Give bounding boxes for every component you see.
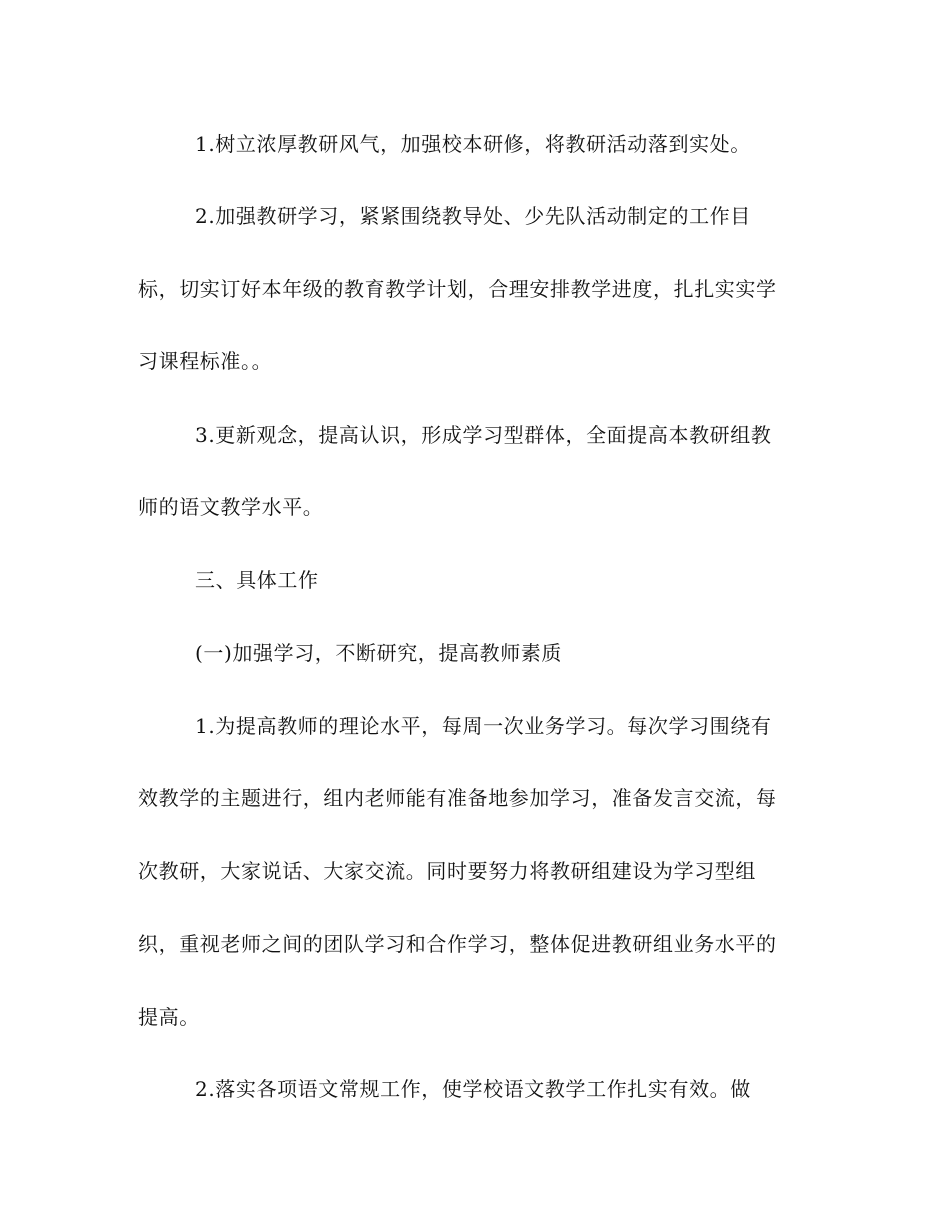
paragraph-line: 3.更新观念，提高认识，形成学习型群体，全面提高本教研组教 [195, 423, 772, 447]
paragraph-line: 次教研，大家说话、大家交流。同时要努力将教研组建设为学习型组 [138, 859, 756, 883]
paragraph-line: 织，重视老师之间的团队学习和合作学习，整体促进教研组业务水平的 [138, 932, 777, 956]
paragraph-line: 2.落实各项语文常规工作，使学校语文教学工作扎实有效。做 [195, 1077, 751, 1101]
paragraph-line: 师的语文教学水平。 [138, 495, 324, 519]
paragraph-line: 标，切实订好本年级的教育教学计划，合理安排教学进度，扎扎实实学 [138, 277, 777, 301]
section-heading: 三、具体工作 [195, 568, 319, 592]
paragraph-line: 2.加强教研学习，紧紧围绕教导处、少先队活动制定的工作目 [195, 204, 751, 228]
subsection-heading: (一)加强学习，不断研究，提高教师素质 [195, 641, 563, 665]
paragraph-line: 效教学的主题进行，组内老师能有准备地参加学习，准备发言交流，每 [138, 786, 777, 810]
paragraph-line: 习课程标准。。 [138, 349, 273, 373]
paragraph-line: 1.为提高教师的理论水平，每周一次业务学习。每次学习围绕有 [195, 714, 772, 738]
paragraph-line: 提高。 [138, 1005, 200, 1029]
paragraph-line: 1.树立浓厚教研风气，加强校本研修，将教研活动落到实处。 [195, 132, 751, 156]
